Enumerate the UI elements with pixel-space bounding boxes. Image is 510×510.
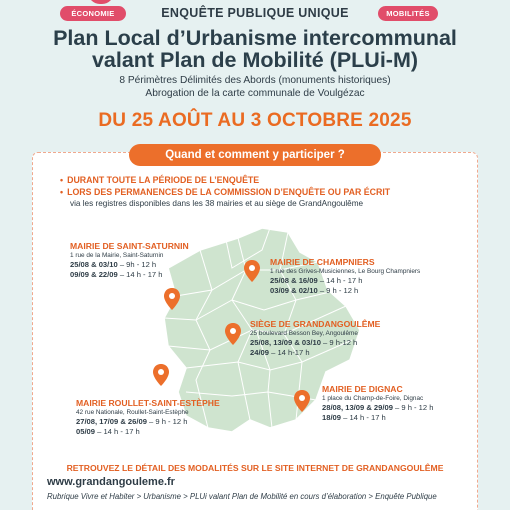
schedule-hours: – 9 h-12 h — [320, 338, 358, 347]
schedule-dates: 25/08, 13/09 & 03/10 — [250, 338, 321, 347]
bullet-text: LORS DES PERMANENCES DE LA COMMISSION D’ENQUÊTE OU PAR ÉCRIT — [67, 186, 391, 197]
schedule-dates: 27/08, 17/09 & 26/09 — [76, 417, 147, 426]
schedule-hours: – 14 h - 17 h — [95, 427, 140, 436]
schedule-hours: – 9 h - 12 h — [317, 286, 359, 295]
office-schedule — [270, 276, 420, 286]
office-schedule — [76, 417, 220, 427]
office-address: 25 boulevard Besson Bey, Angoulême — [250, 330, 358, 337]
schedule-dates: 05/09 — [76, 427, 96, 436]
schedule-dates: 18/09 — [322, 413, 342, 422]
office-address: 1 rue des Grives-Musiciennes, Le Bourg Champniers — [270, 268, 421, 275]
breadcrumb-path: Rubrique Vivre et Habiter > Urbanisme > PLUi valant Plan de Mobilité en cours d’élaboration > Enquête Publique — [47, 492, 437, 501]
participate-button[interactable]: Quand et comment y participer ? — [129, 144, 381, 166]
office-address: 1 place du Champ-de-Foire, Dignac — [322, 395, 424, 402]
office-schedule — [322, 403, 433, 413]
office-dignac — [322, 384, 433, 423]
office-schedule — [76, 427, 220, 437]
schedule-hours: – 9 h - 12 h — [392, 403, 434, 412]
office-address: 42 rue Nationale, Roullet-Saint-Estèphe — [76, 409, 189, 416]
schedule-dates: 09/09 & 22/09 — [70, 270, 118, 279]
schedule-hours: – 14 h - 17 h — [117, 270, 163, 279]
title-line-2: valant Plan de Mobilité (PLUi-M) — [91, 48, 419, 72]
office-schedule — [70, 270, 189, 280]
website-link[interactable]: www.grandangouleme.fr — [47, 476, 175, 488]
office-schedule — [250, 338, 380, 348]
office-name: MAIRIE DE DIGNAC — [322, 384, 403, 394]
list-item: • DURANT TOUTE LA PÉRIODE DE L’ENQUÊTE — [60, 175, 260, 185]
schedule-dates: 25/08 & 03/10 — [70, 260, 118, 269]
schedule-hours: – 14 h-17 h — [269, 348, 310, 357]
schedule-hours: – 14 h - 17 h — [317, 276, 363, 285]
schedule-dates: 28/08, 13/09 & 29/09 — [322, 403, 393, 412]
office-schedule — [322, 413, 433, 423]
eyebrow-title: ENQUÊTE PUBLIQUE UNIQUE — [161, 6, 349, 20]
schedule-hours: – 9 h - 12 h — [146, 417, 188, 426]
office-address: 1 rue de la Mairie, Saint-Saturnin — [70, 252, 164, 259]
title-line-1: Plan Local d’Urbanisme intercommunal — [53, 26, 457, 50]
tag-mobilites: MOBILITÉS — [378, 6, 438, 21]
schedule-dates: 03/09 & 02/10 — [270, 286, 318, 295]
footer-heading: RETROUVEZ LE DÉTAIL DES MODALITÉS SUR LE SITE INTERNET DE GRANDANGOULÊME — [66, 463, 444, 473]
office-name: MAIRIE DE SAINT-SATURNIN — [70, 241, 189, 251]
schedule-dates: 24/09 — [250, 348, 270, 357]
inquiry-dates: DU 25 AOÛT AU 3 OCTOBRE 2025 — [98, 110, 412, 131]
office-name: MAIRIE DE CHAMPNIERS — [270, 257, 375, 267]
subtitle-line-1: 8 Périmètres Délimités des Abords (monuments historiques) — [119, 75, 391, 86]
schedule-dates: 25/08 & 16/09 — [270, 276, 318, 285]
office-schedule — [70, 260, 189, 270]
office-siege-grandangouleme — [250, 319, 380, 358]
office-champniers — [270, 257, 420, 296]
map-pin-icon — [153, 364, 169, 386]
subtitle-line-2: Abrogation de la carte communale de Voulgézac — [145, 87, 365, 99]
office-roullet-saint-estephe — [76, 398, 220, 437]
office-name: MAIRIE ROULLET-SAINT-ESTÈPHE — [76, 398, 220, 408]
office-saint-saturnin — [70, 241, 189, 280]
bullet-text: DURANT TOUTE LA PÉRIODE DE L’ENQUÊTE — [67, 175, 260, 185]
office-schedule — [270, 286, 420, 296]
list-item: • LORS DES PERMANENCES DE LA COMMISSION D’ENQUÊTE OU PAR ÉCRIT — [60, 186, 391, 197]
schedule-hours: – 9h - 12 h — [117, 260, 157, 269]
bullet-subtext: via les registres disponibles dans les 38 mairies et au siège de GrandAngoulême — [70, 199, 364, 208]
office-name: SIÈGE DE GRANDANGOULÊME — [250, 319, 381, 329]
schedule-hours: – 14 h - 17 h — [341, 413, 386, 422]
tag-economie: ÉCONOMIE — [60, 6, 126, 21]
office-schedule — [250, 348, 380, 358]
